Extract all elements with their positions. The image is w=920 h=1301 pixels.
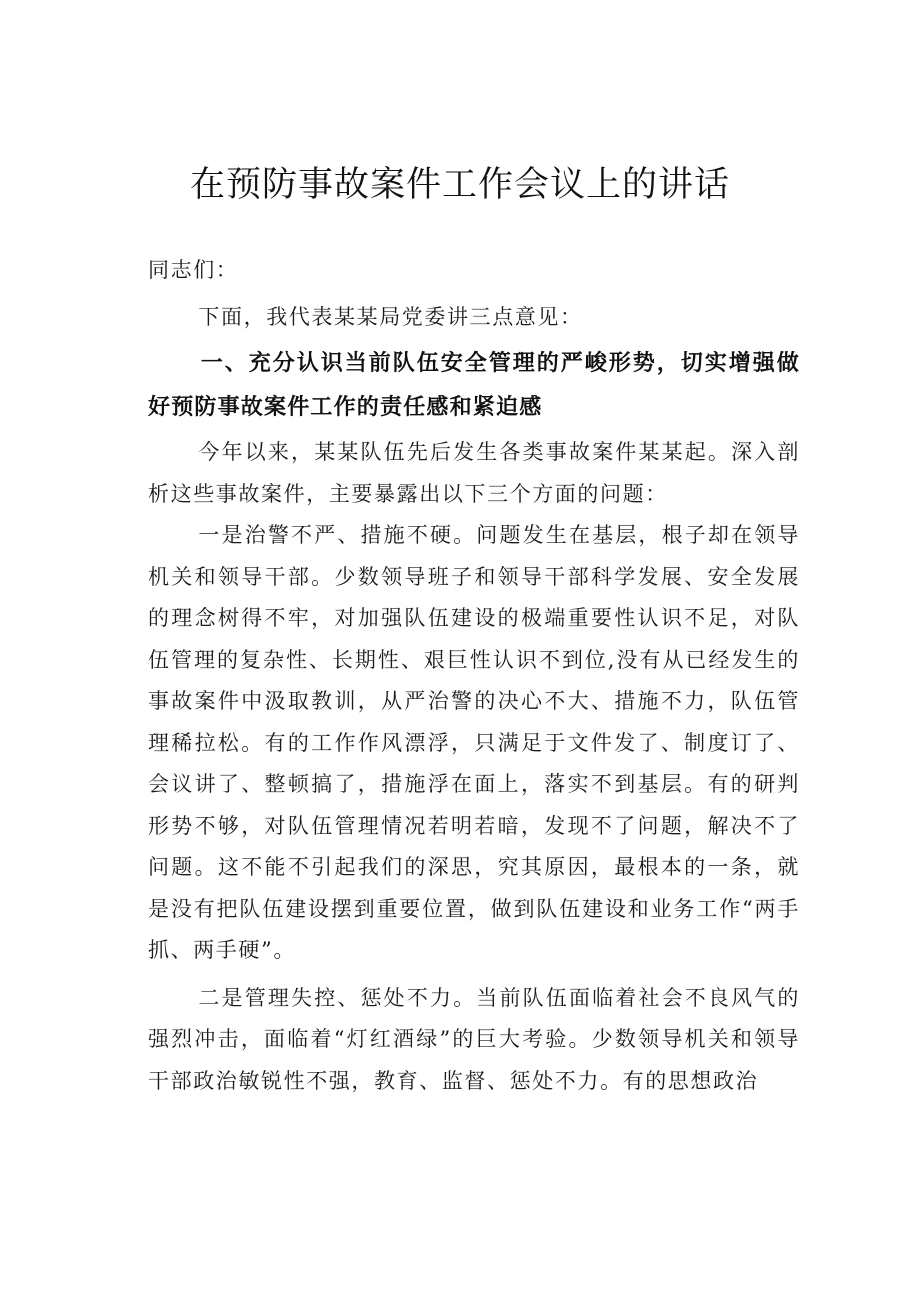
section-heading: 一、充分认识当前队伍安全管理的严峻形势，切实增强做好预防事故案件工作的责任感和紧迫感 — [148, 351, 800, 420]
paragraph: 今年以来，某某队伍先后发生各类事故案件某某起。深入剖析这些事故案件，主要暴露出以下三个方面的问题： — [148, 440, 800, 506]
intro-paragraph: 下面，我代表某某局党委讲三点意见： — [198, 304, 583, 329]
salutation: 同志们： — [148, 258, 239, 282]
paragraph: 一是治警不严、措施不硬。问题发生在基层，根子却在领导机关和领导干部。少数领导班子和领导干部科学发展、安全发展的理念树得不牢，对加强队伍建设的极端重要性认识不足，对队伍管理的复杂性、长期性、艰巨性认识不到位,没有从已经发生的事故案件中汲取教训，从严治警的决心不大、措施不力，队伍管理稀拉松。有的工作作风漂浮，只满足于文件发了、制度订了、会议讲了、整顿搞了，措施浮在面上，落实不到基层。有的研判形势不够，对队伍管理情况若明若暗，发现不了问题，解决不了问题。这不能不引起我们的深思，究其原因，最根本的一条，就是没有把队伍建设摆到重要位置，做到队伍建设和业务工作“两手抓、两手硬”。 — [148, 523, 800, 962]
document-body — [148, 250, 800, 1102]
paragraph: 二是管理失控、惩处不力。当前队伍面临着社会不良风气的强烈冲击，面临着“灯红酒绿”的巨大考验。少数领导机关和领导干部政治敏锐性不强，教育、监督、惩处不力。有的思想政治 — [148, 985, 800, 1093]
document-title: 在预防事故案件工作会议上的讲话 — [189, 165, 730, 205]
